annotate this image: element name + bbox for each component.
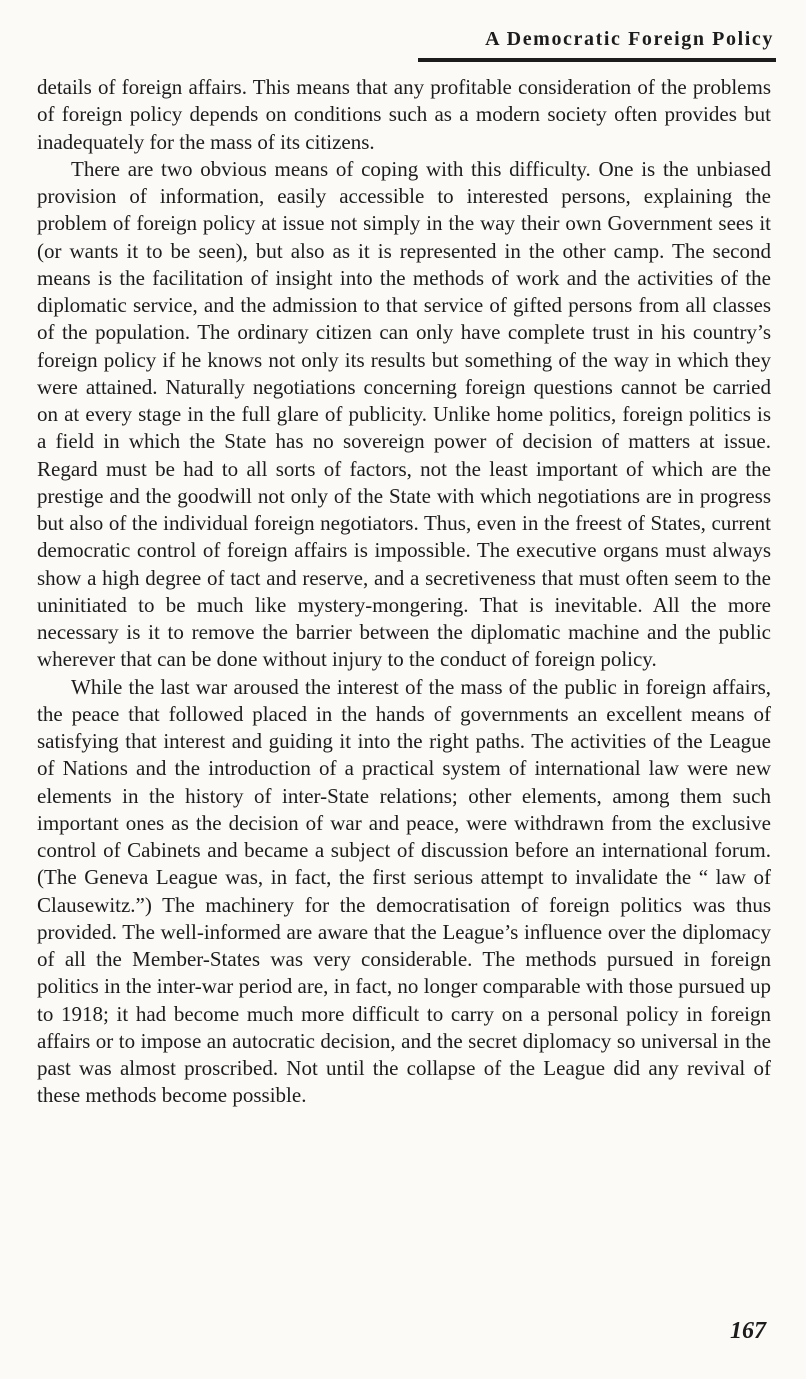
running-head: A Democratic Foreign Policy <box>485 28 774 50</box>
paragraph: There are two obvious means of coping with this difficulty. One is the unbiased provision of information, easily accessible to interested persons, explaining the problem of foreign policy at issue not simply in the way their own Government sees it (or wants it to be seen), but also as it is represented in the other camp. The second means is the facilitation of insight into the methods of work and the activities of the diplomatic service, and the admission to that service of gifted persons from all classes of the population. The ordinary citizen can only have complete trust in his country’s foreign policy if he knows not only its results but something of the way in which they were attained. Naturally negotiations concerning foreign questions cannot be carried on at every stage in the full glare of publicity. Unlike home politics, foreign politics is a field in which the State has no sovereign power of decision of matters at issue. Regard must be had to all sorts of factors, not the least important of which are the prestige and the goodwill not only of the State with which negotiations are in progress but also of the individual foreign negotiators. Thus, even in the freest of States, current democratic control of foreign affairs is impossible. The executive organs must always show a high degree of tact and reserve, and a secretiveness that must often seem to the uninitiated to be much like mystery-mongering. That is inevitable. All the more necessary is it to remove the barrier between the diplomatic machine and the public wherever that can be done without injury to the conduct of foreign policy. <box>37 156 771 672</box>
header-rule <box>418 58 776 62</box>
body-text <box>37 74 771 1110</box>
page-number: 167 <box>730 1318 766 1344</box>
paragraph: While the last war aroused the interest of the mass of the public in foreign affairs, the peace that followed placed in the hands of governments an excellent means of satisfying that interest and guiding it into the right paths. The activities of the League of Nations and the introduction of a practical system of international law were new elements in the history of inter-State relations; other elements, among them such important ones as the decision of war and peace, were withdrawn from the exclusive control of Cabinets and became a subject of discussion before an international forum. (The Geneva League was, in fact, the first serious attempt to invalidate the “ law of Clausewitz.”) The machinery for the democratisation of foreign politics was thus provided. The well-informed are aware that the League’s influence over the diplomacy of all the Member-States was very considerable. The methods pursued in foreign politics in the inter-war period are, in fact, no longer comparable with those pursued up to 1918; it had become much more difficult to carry on a personal policy in foreign affairs or to impose an autocratic decision, and the secret diplomacy so universal in the past was almost proscribed. Not until the collapse of the League did any revival of these methods become possible. <box>37 674 771 1108</box>
paragraph-continued: details of foreign affairs. This means that any profitable consideration of the problems of foreign policy depends on conditions such as a modern society often provides but inadequately for the mass of its citizens. <box>37 75 771 154</box>
